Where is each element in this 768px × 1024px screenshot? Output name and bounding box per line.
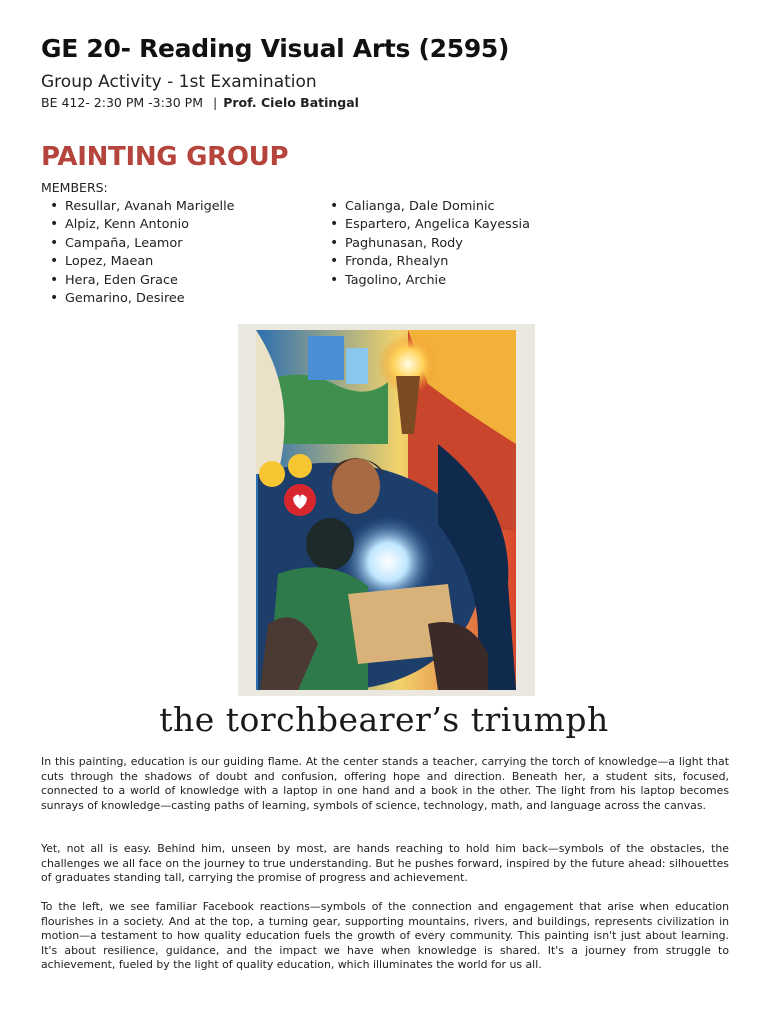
- schedule-text: BE 412- 2:30 PM -3:30 PM: [41, 95, 204, 110]
- member-item: • Gemarino, Desiree: [50, 289, 235, 307]
- schedule-line: [41, 95, 359, 110]
- painting-image: [238, 324, 535, 696]
- description-paragraph-3: To the left, we see familiar Facebook reactions—symbols of the connection and engagement that arise when education flourishes in a society. And at the top, a turning gear, supporting mountains, rivers, and buildings, represents civilization in motion—a testament to how quality education fuels the growth of every community. This painting isn't just about learning. It's about resilience, guidance, and the impact we have when knowledge is shared. It's a journey from struggle to achievement, fueled by the light of quality education, which illuminates the world for us all.: [41, 900, 729, 972]
- group-title: PAINTING GROUP: [41, 142, 289, 172]
- schedule-separator: |: [213, 95, 218, 110]
- activity-subtitle: Group Activity - 1st Examination: [41, 72, 317, 92]
- member-item: • Hera, Eden Grace: [50, 271, 235, 289]
- members-label: MEMBERS:: [41, 180, 108, 195]
- member-item: • Calianga, Dale Dominic: [330, 197, 530, 215]
- professor-name: Prof. Cielo Batingal: [223, 95, 359, 110]
- member-item: • Lopez, Maean: [50, 252, 235, 270]
- member-item: • Resullar, Avanah Marigelle: [50, 197, 235, 215]
- course-title: GE 20- Reading Visual Arts (2595): [41, 34, 510, 63]
- member-item: • Espartero, Angelica Kayessia: [330, 215, 530, 233]
- member-item: • Alpiz, Kenn Antonio: [50, 215, 235, 233]
- painting-title: the torchbearer’s triumph: [159, 700, 609, 739]
- member-item: • Fronda, Rhealyn: [330, 252, 530, 270]
- description-paragraph-1: In this painting, education is our guiding flame. At the center stands a teacher, carrying the torch of knowledge—a light that cuts through the shadows of doubt and confusion, offering hope and direction. Beneath her, a student sits, focused, connected to a world of knowledge with a laptop in one hand and a book in the other. The light from his laptop becomes sunrays of knowledge—casting paths of learning, symbols of science, technology, math, and language across the canvas.: [41, 755, 729, 812]
- painting-artwork: [238, 324, 535, 696]
- member-list-left: [50, 197, 235, 307]
- member-item: • Paghunasan, Rody: [330, 234, 530, 252]
- member-item: • Tagolino, Archie: [330, 271, 530, 289]
- member-list-right: [330, 197, 530, 289]
- description-paragraph-2: Yet, not all is easy. Behind him, unseen by most, are hands reaching to hold him back—symbols of the obstacles, the challenges we all face on the journey to true understanding. But he pushes forward, inspired by the future ahead: silhouettes of graduates standing tall, carrying the promise of progress and achievement.: [41, 842, 729, 885]
- member-item: • Campaña, Leamor: [50, 234, 235, 252]
